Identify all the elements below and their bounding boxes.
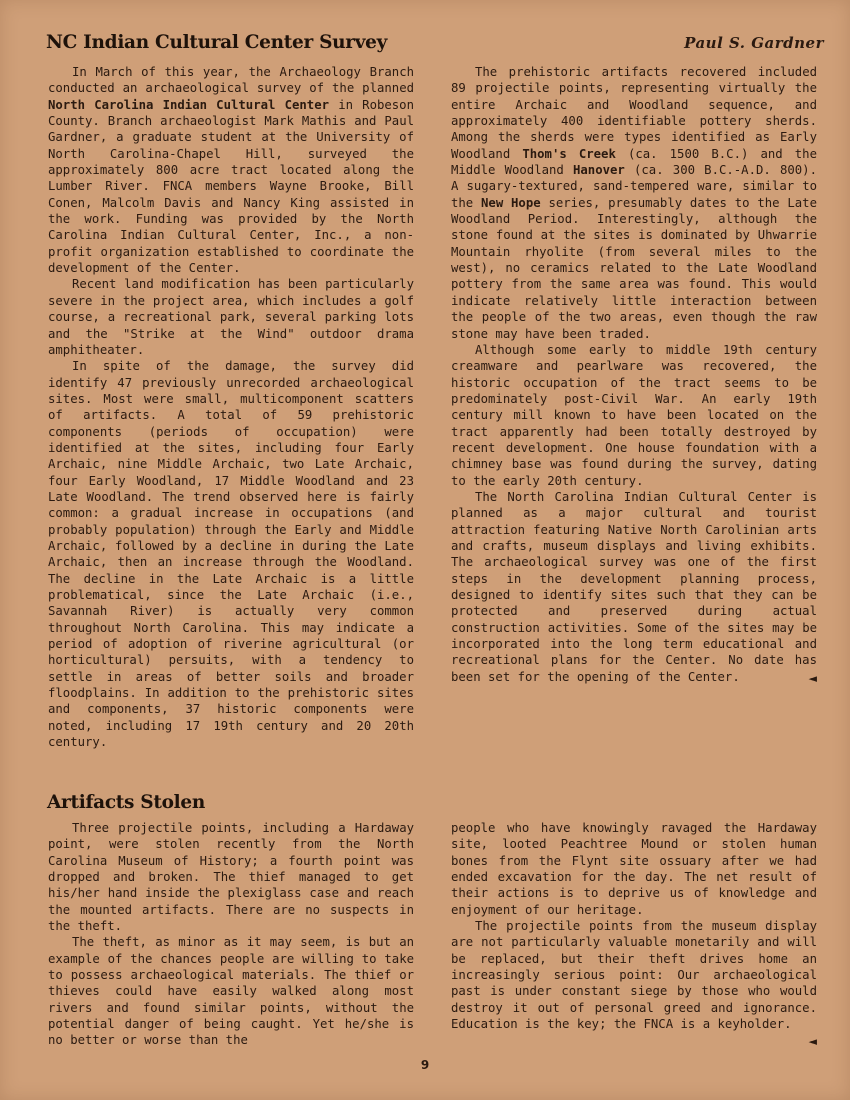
article2-column-left <box>48 820 414 1049</box>
pottery-type-thoms-creek: Thom's Creek <box>522 146 616 161</box>
article1-paragraph-3: In spite of the damage, the survey did identify 47 previously unrecorded archaeological sites. Most were small, multicomponent scatters of artifacts. A total of 59 prehistoric components (periods of occupation) were identified at the sites, including four Early Archaic, nine Middle Archaic, two Late Archaic, four Early Woodland, 17 Middle Woodland and 23 Late Woodland. The trend observed here is fairly common: a gradual increase in occupations (and probably population) through the Early and Middle Archaic, followed by a decline in during the Late Archaic, then an increase through the Woodland. The decline in the Late Archaic is a little problematical, since the Late Archaic (i.e., Savannah River) is actually very common throughout North Carolina. This may indicate a period of adoption of riverine agricultural (or horticultural) persuits, with a tendency to settle in areas of better soils and broader floodplains. In addition to the prehistoric sites and components, 37 historic components were noted, including 17 19th century and 20 20th century. <box>48 359 414 750</box>
article1-paragraph-2: Recent land modification has been particularly severe in the project area, which includes a golf course, a recreational park, several parking lots and the "Strike at the Wind" outdoor drama amphitheater. <box>48 277 414 357</box>
article1-paragraph-5: Although some early to middle 19th century creamware and pearlware was recovered, the historic occupation of the tract seems to be predominately post-Civil War. An early 19th century mill known to have been located on the tract apparently had been totally destroyed by recent development. One house foundation with a chimney base was found during the survey, dating to the early 20th century. <box>451 342 817 488</box>
article1-column-right <box>451 64 817 687</box>
article2-paragraph-1: Three projectile points, including a Hardaway point, were stolen recently from the North Carolina Museum of History; a fourth point was dropped and broken. The thief managed to get his/her hand inside the plexiglass case and reach the mounted artifacts. There are no suspects in the theft. <box>48 821 414 934</box>
article1-paragraph-1: In March of this year, the Archaeology Branch conducted an archaeological survey of the planned North Carolina Indian Cultural Center in Robeson County. Branch archaeologist Mark Mathis and Paul Gardner, a graduate student at the University of North Carolina-Chapel Hill, surveyed the approximately 800 acre tract located along the Lumber River. FNCA members Wayne Brooke, Bill Conen, Malcolm Davis and Nancy King assisted in the work. Funding was provided by the North Carolina Indian Cultural Center, Inc., a non-profit organization established to coordinate the development of the Center. <box>48 65 414 276</box>
article1-column-left <box>48 64 414 750</box>
article2-paragraph-3: people who have knowingly ravaged the Hardaway site, looted Peachtree Mound or stolen human bones from the Flynt site ossuary after we had ended excavation for the day. The net result of their actions is to deprive us of knowledge and enjoyment of our heritage. <box>451 821 817 917</box>
end-of-article-icon: ◄ <box>808 1035 817 1049</box>
article-header <box>46 30 824 56</box>
center-name-bold: North Carolina Indian Cultural Center <box>48 97 330 112</box>
end-of-article-icon: ◄ <box>808 671 817 685</box>
article1-paragraph-6: The North Carolina Indian Cultural Center is planned as a major cultural and tourist attraction featuring Native North Carolinian arts and crafts, museum displays and living exhibits. The archaeological survey was one of the first steps in the development planning process, designed to identify sites such that they can be protected and preserved during actual construction activities. Some of the sites may be incorporated into the long term educational and recreational plans for the Center. No date has been set for the opening of the Center. ◄ <box>451 489 817 685</box>
article2-paragraph-2: The theft, as minor as it may seem, is but an example of the chances people are willing to take to possess archaeological materials. The thief or thieves could have easily walked along most rivers and found similar points, without the potential danger of being caught. Yet he/she is no better or worse than the <box>48 935 414 1048</box>
article2-column-right <box>451 820 817 1051</box>
page-number: 9 <box>420 1058 430 1072</box>
author-byline: Paul S. Gardner <box>684 34 824 52</box>
pottery-type-new-hope: New Hope <box>481 195 541 210</box>
pottery-type-hanover: Hanover <box>573 163 625 178</box>
article2-paragraph-4: The projectile points from the museum display are not particularly valuable monetarily and will be replaced, but their theft drives home an increasingly serious point: Our archaeological past is under constant siege by those who would destroy it out of personal greed and ignorance. Education is the key; the FNCA is a keyholder. ◄ <box>451 918 817 1032</box>
article2-title: Artifacts Stolen <box>47 792 205 813</box>
article1-paragraph-4: The prehistoric artifacts recovered included 89 projectile points, representing virtually the entire Archaic and Woodland sequence, and approximately 400 identifiable pottery sherds. Among the sherds were types identified as Early Woodland Thom's Creek (ca. 1500 B.C.) and the Middle Woodland Hanover (ca. 300 B.C.-A.D. 800). A sugary-textured, sand-tempered ware, similar to the New Hope series, presumably dates to the Late Woodland Period. Interestingly, although the stone found at the sites is dominated by Uhwarrie Mountain rhyolite (from several miles to the west), no ceramics related to the Late Woodland pottery from the same area was found. This would indicate relatively little interaction between the people of the two areas, even though the raw stone may have been traded. <box>451 65 817 341</box>
article-title: NC Indian Cultural Center Survey <box>46 32 388 53</box>
